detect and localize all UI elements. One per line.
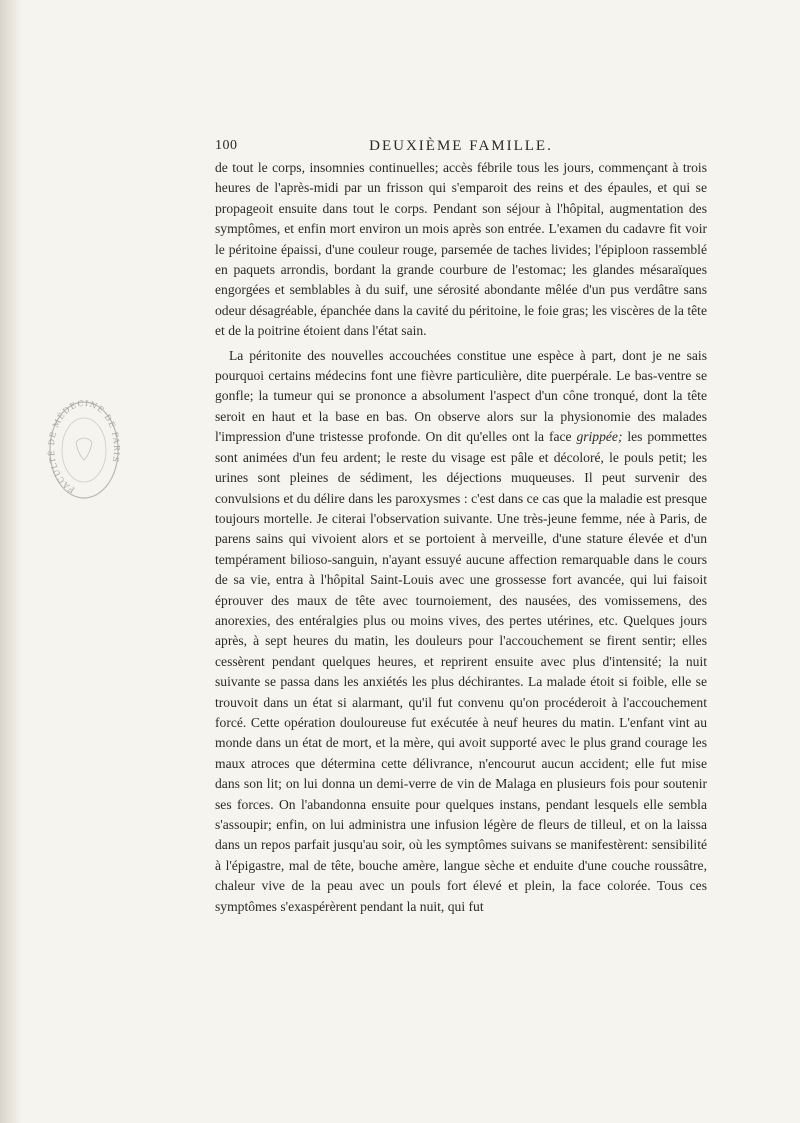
- paragraph-2-text-after: les pommettes sont animées d'un feu ardent; le reste du visage est pâle et décoloré, le pouls petit; les urines sont pleines de sédiment, les déjections muqueuses. Il peut survenir des convulsions et du délire dans les paroxysmes : c'est dans ce cas que la maladie est presque toujours mortelle. Je citerai l'observation suivante. Une très-jeune femme, née à Paris, de parens sains qui vivoient alors et se portoient à merveille, d'une stature élevée et d'un tempérament bilioso-sanguin, n'ayant essuyé aucune affection remarquable dans le cours de sa vie, entra à l'hôpital Saint-Louis avec une grossesse fort avancée, qui lui faisoit éprouver des maux de tête avec tournoiement, des nausées, des vomissemens, des anorexies, des entéralgies plus ou moins vives, des pertes utérines, etc. Quelques jours après, à sept heures du matin, les douleurs pour l'accouchement se firent sentir; elles cessèrent pendant quelques heures, et reprirent ensuite avec plus d'intensité; la nuit suivante se passa dans les anxiétés les plus déchirantes. La malade étoit si foible, elle se trouvoit dans un état si alarmant, qu'il fut convenu qu'on procéderoit à l'accouchement forcé. Cette opération douloureuse fut exécutée à neuf heures du matin. L'enfant vint au monde dans un état de mort, et la mère, qui avoit supporté avec le plus grand courage les maux atroces que détermina cette délivrance, n'encourut aucun accident; elle fut mise dans son lit; on lui donna un demi-verre de vin de Malaga en plusieurs fois pour soutenir ses forces. On l'abandonna ensuite pour quelques instans, pendant lesquels elle sembla s'assoupir; enfin, on lui administra une infusion légère de fleurs de tilleul, et on la laissa dans un repos parfait jusqu'au soir, où les symptômes suivans se manifestèrent: sensibilité à l'épigastre, mal de tête, bouche amère, langue sèche et enduite d'une couche roussâtre, chaleur vive de la peau avec un pouls fort élevé et plein, la face colorée. Tous ces symptômes s'exaspérèrent pendant la nuit, qui fut: [215, 429, 707, 914]
- paragraph-1: [215, 158, 707, 342]
- page-gutter-shadow: [0, 0, 22, 1123]
- page-number: 100: [215, 138, 238, 153]
- svg-text:FACULTÉ DE MÉDECINE DE PARIS: FACULTÉ DE MÉDECINE DE PARIS: [46, 398, 122, 495]
- running-title: DEUXIÈME FAMILLE.: [369, 138, 553, 154]
- library-stamp: [46, 398, 122, 502]
- paragraph-1-text: de tout le corps, insomnies continuelles; accès fébrile tous les jours, commençant à trois heures de l'après-midi par un frisson qui s'emparoit des reins et des épaules, et qui se propageoit ensuite dans tout le corps. Pendant son séjour à l'hôpital, augmentation des symptômes, et enfin mort environ un mois après son entrée. L'examen du cadavre fit voir le péritoine épaissi, d'une couleur rouge, parsemée de taches livides; l'épiploon rassemblé en paquets arrondis, bordant la grande courbure de l'estomac; les glandes mésaraïques engorgées et semblables à du suif, une sérosité abondante mêlée d'un pus verdâtre sans odeur désagréable, épanchée dans la cavité du péritoine, le foie gras; les viscères de la tête et de la poitrine étoient dans l'état sain.: [215, 160, 707, 339]
- paragraph-2-italic: grippée;: [576, 429, 623, 445]
- paragraph-2: [215, 346, 707, 917]
- paragraph-2-text: La péritonite des nouvelles accouchées constitue une espèce à part, dont je ne sais pourquoi certains médecins font une fièvre particulière, dite puerpérale. Le bas-ventre se gonfle; la tumeur qui se prononce a absolument l'aspect d'un cône tronqué, dont la tête seroit en haut et la base en bas. On observe alors sur la physionomie des malades l'impression d'une tristesse profonde. On dit qu'elles ont la face: [215, 347, 707, 445]
- stamp-seal-icon: [46, 398, 122, 502]
- page-header: [215, 138, 707, 158]
- body-text: [215, 158, 707, 917]
